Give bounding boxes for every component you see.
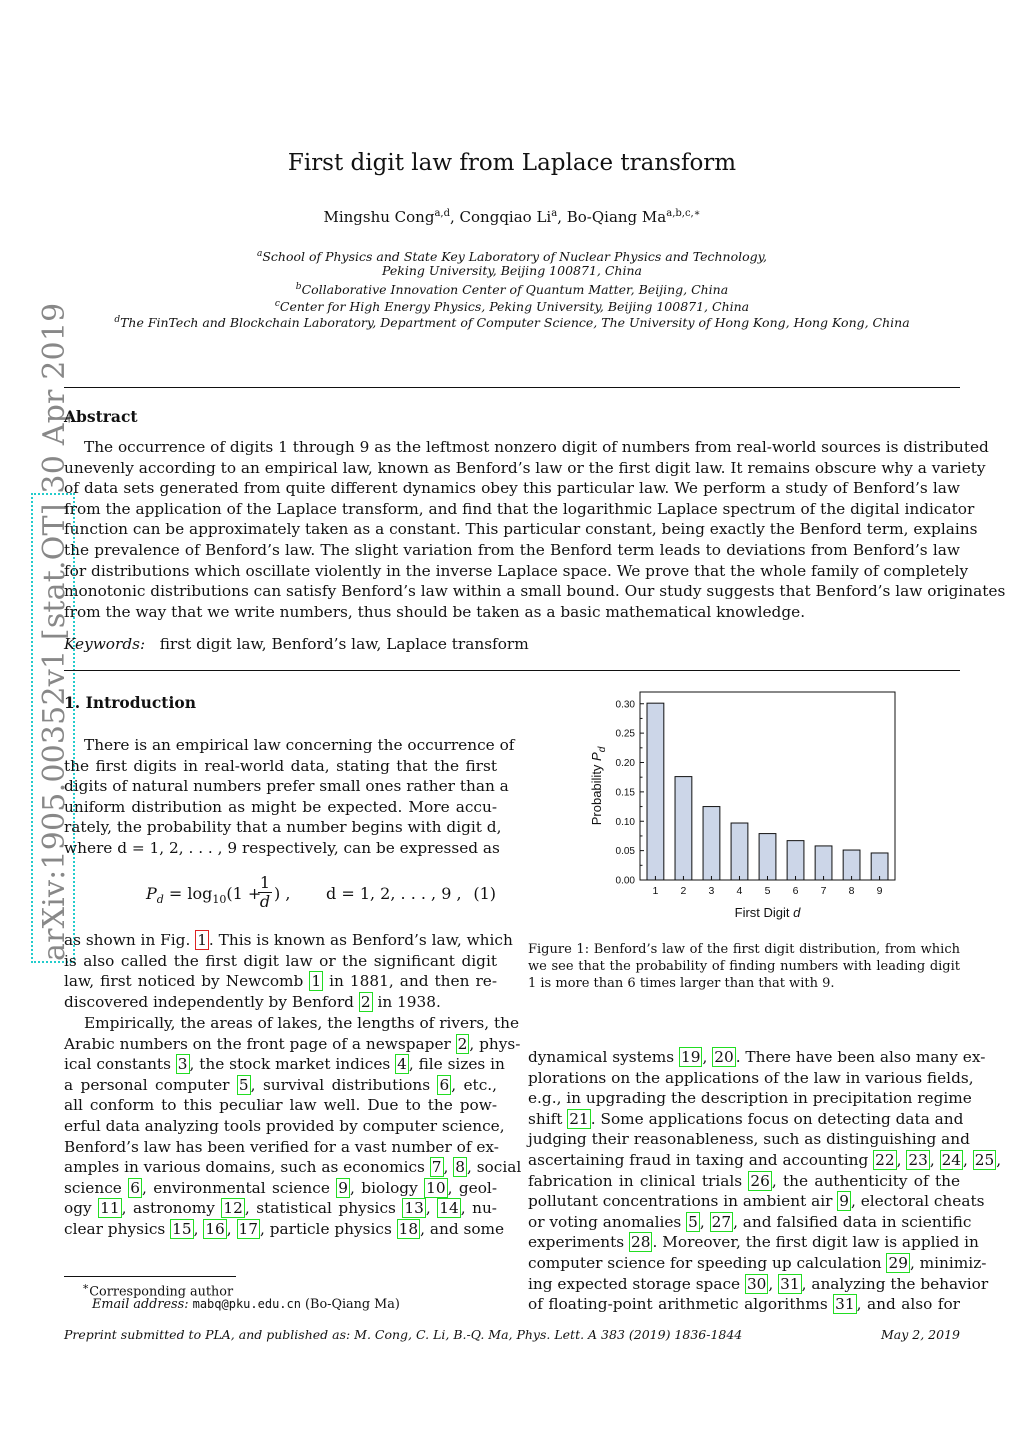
abstract-body (64, 437, 1006, 622)
text-run: , and also for (856, 1295, 960, 1314)
citation-link[interactable]: 15 (172, 1219, 192, 1238)
eq-close: ) , (274, 884, 291, 903)
y-tick-label: 0.10 (615, 816, 635, 828)
citation-link[interactable]: 29 (888, 1253, 908, 1272)
bar (675, 777, 692, 880)
text-run: dynamical systems (528, 1048, 680, 1066)
text-line (64, 1034, 521, 1055)
y-tick-label: 0.25 (615, 728, 635, 740)
text-line (528, 1294, 960, 1315)
text-line (64, 1095, 497, 1116)
text-run: . This is known as Benford’s law, which (208, 931, 513, 949)
text-run: judging their reasonableness, such as distinguishing and (528, 1130, 970, 1149)
text-line: uniform distribution as might be expected. More accu- (64, 797, 497, 816)
text-run: Arabic numbers on the front page of a newspaper (64, 1034, 456, 1053)
y-axis-label-sub: d (597, 746, 608, 753)
author-affil-mark: a,b,c,∗ (666, 208, 701, 219)
text-line (528, 1109, 964, 1130)
figure-ref-link[interactable]: 1 (197, 931, 207, 949)
affiliation-text: Center for High Energy Physics, Peking University, Beijing 100871, China (279, 298, 750, 314)
text-line (528, 1047, 986, 1068)
text-line: from the way that we write numbers, thus should be taken as a basic mathematical knowledge. (64, 602, 806, 621)
text-run: , (929, 1150, 940, 1169)
citation-link[interactable]: 14 (439, 1199, 459, 1218)
text-run: discovered independently by Benford (64, 992, 359, 1011)
text-run: , (702, 1048, 713, 1066)
right-column-text (528, 1047, 1002, 1315)
text-line: There is an empirical law concerning the occurrence of (84, 736, 515, 754)
divider-top (64, 387, 960, 388)
y-axis-label-text: Probability (589, 760, 604, 826)
x-axis-label-var: d (793, 905, 801, 920)
citation-link[interactable]: 3 (177, 1055, 188, 1074)
footnote-mark: ∗ (82, 1280, 90, 1293)
text-run: , minimiz- (909, 1253, 987, 1272)
text-run: , survival distributions (250, 1075, 438, 1094)
text-run: computer science for speeding up calculation (528, 1253, 887, 1272)
citation-link[interactable]: 30 (746, 1274, 767, 1293)
text-run: , (963, 1150, 973, 1169)
text-run: Empirically, the areas of lakes, the lengths of rivers, the (84, 1014, 520, 1032)
text-run: ogy (64, 1199, 99, 1218)
citation-link[interactable]: 24 (941, 1150, 962, 1169)
citation-link[interactable]: 26 (750, 1171, 770, 1190)
x-tick-label: 5 (764, 885, 771, 897)
text-run: , electoral cheats (851, 1192, 985, 1211)
bar (647, 703, 664, 880)
text-line: of data sets generated from quite different dynamics obey this particular law. We perform a study of Benford’s law (64, 479, 960, 498)
affiliation-line (60, 263, 964, 280)
text-line: The occurrence of digits 1 through 9 as the leftmost nonzero digit of numbers from real-world sources is distributed (84, 438, 989, 456)
affiliation-text: School of Physics and State Key Laboratory of Nuclear Physics and Technology, (262, 249, 768, 265)
text-run: law, first noticed by Newcomb (64, 972, 310, 991)
intro-heading: 1. Introduction (64, 693, 196, 712)
x-tick-label: 4 (736, 885, 743, 897)
citation-link[interactable]: 31 (780, 1274, 800, 1293)
eq-log: = log (163, 884, 213, 903)
affiliation-text: Collaborative Innovation Center of Quantum Matter, Beijing, China (301, 282, 729, 298)
bar (731, 823, 748, 880)
eq-denominator: d (259, 892, 271, 911)
citation-link[interactable]: 9 (338, 1178, 349, 1197)
citation-link[interactable]: 7 (431, 1158, 442, 1177)
y-tick-label: 0.30 (615, 699, 635, 711)
eq-range: d = 1, 2, . . . , 9 , (326, 884, 462, 903)
text-run: , phys- (469, 1034, 521, 1053)
citation-link[interactable]: 9 (839, 1192, 850, 1211)
text-run: in 1938. (372, 992, 441, 1011)
text-line: digits of natural numbers prefer small ones rather than a (64, 777, 509, 796)
text-run: erful data analyzing tools provided by computer science, (64, 1116, 505, 1135)
text-line (64, 1198, 497, 1219)
text-run: . Moreover, the first digit law is applied in (652, 1233, 979, 1252)
y-axis-label (589, 746, 608, 825)
text-line (528, 1068, 974, 1089)
text-line (528, 1088, 972, 1109)
y-tick-label: 0.15 (615, 787, 635, 799)
text-line (64, 1116, 505, 1137)
citation-link[interactable]: 12 (223, 1199, 243, 1218)
text-run: ascertaining fraud in taxing and accounting (528, 1150, 874, 1169)
citation-link[interactable]: 5 (688, 1212, 698, 1231)
author-affil-mark: a (551, 208, 558, 219)
text-run: , (226, 1219, 237, 1238)
x-tick-label: 6 (792, 885, 799, 897)
text-line (528, 1129, 970, 1150)
text-run: amples in various domains, such as economics (64, 1158, 430, 1177)
email-label: Email address: (92, 1297, 189, 1312)
figure-1-chart (585, 686, 905, 926)
x-axis-label-text: First Digit (734, 905, 794, 920)
text-line (528, 1171, 960, 1192)
affiliation-text: The FinTech and Blockchain Laboratory, Department of Computer Science, The University of Hong Kong, Hong Kong, China (120, 315, 910, 331)
text-run: , geol- (447, 1178, 497, 1197)
footer-date: May 2, 2019 (881, 1327, 960, 1342)
footnote-text: Corresponding author (89, 1284, 234, 1300)
text-run: as shown in Fig. (64, 931, 196, 949)
footer-preprint: Preprint submitted to PLA, and published as: M. Cong, C. Li, B.-Q. Ma, Phys. Lett. A 383 (2019) 1836-1844 (64, 1327, 743, 1342)
text-run: , (996, 1150, 1002, 1169)
x-tick-label: 1 (652, 885, 659, 897)
text-run: , biology (350, 1178, 425, 1197)
bar (787, 841, 804, 880)
bar (759, 834, 776, 880)
text-run: , (699, 1212, 710, 1231)
text-line: unevenly according to an empirical law, known as Benford’s law or the first digit law. It remains obscure why a variety (64, 458, 986, 477)
text-run: , particle physics (260, 1219, 397, 1238)
paper-title: First digit law from Laplace transform (287, 150, 737, 176)
text-run: clear physics (64, 1219, 171, 1238)
text-run: , and falsified data in scientific (733, 1212, 972, 1231)
eq-open: (1 + (226, 884, 262, 903)
y-tick-label: 0.05 (615, 846, 635, 858)
arxiv-stamp: arXiv:1905.00352v1 [stat.OT] 30 Apr 2019 (31, 493, 75, 963)
text-line (528, 1274, 989, 1295)
bar (703, 807, 720, 880)
text-line (528, 1191, 985, 1212)
text-line: rately, the probability that a number begins with digit d, (64, 818, 502, 837)
email-owner: (Bo-Qiang Ma) (305, 1297, 400, 1312)
text-run: , file sizes in (408, 1055, 505, 1074)
keywords-label: Keywords: (64, 635, 146, 653)
text-line (64, 1075, 497, 1096)
text-run: , environmental science (141, 1178, 337, 1197)
bar (871, 853, 888, 880)
author-separator: , (557, 208, 567, 226)
text-run: ical constants (64, 1055, 176, 1074)
bar (815, 846, 832, 880)
y-axis-label-var: P (589, 752, 604, 761)
citation-link[interactable]: 21 (569, 1109, 589, 1128)
y-tick-label: 0.00 (615, 875, 635, 887)
text-run: , astronomy (121, 1199, 222, 1218)
citation-link[interactable]: 5 (238, 1075, 249, 1094)
text-line: the first digits in real-world data, stating that the first (64, 756, 497, 775)
text-run: shift (528, 1109, 568, 1128)
text-run: e.g., in upgrading the description in precipitation regime (528, 1089, 972, 1108)
x-axis-label (735, 905, 802, 920)
citation-link[interactable]: 16 (205, 1219, 225, 1238)
x-tick-label: 8 (848, 885, 855, 897)
x-tick-label: 2 (680, 885, 687, 897)
text-line (64, 1219, 505, 1240)
x-tick-label: 3 (708, 885, 715, 897)
keywords (64, 634, 960, 655)
text-line: from the application of the Laplace transform, and find that the logarithmic Laplace spectrum of the digital indicator (64, 499, 975, 518)
citation-link[interactable]: 2 (360, 992, 371, 1011)
text-run: Benford’s law has been verified for a vast number of ex- (64, 1137, 499, 1156)
text-run: , (443, 1158, 454, 1177)
citation-link[interactable]: 25 (974, 1150, 995, 1169)
citation-link[interactable]: 27 (711, 1212, 732, 1231)
citation-link[interactable]: 13 (404, 1199, 424, 1218)
footnote-email (92, 1297, 400, 1312)
eq-number: (1) (473, 884, 496, 903)
x-tick-label: 9 (876, 885, 883, 897)
text-run: all conform to this peculiar law well. Due to the pow- (64, 1096, 497, 1115)
text-run: science (64, 1178, 129, 1197)
affiliation-mark: c (274, 298, 280, 309)
text-run: , nu- (460, 1199, 497, 1218)
text-line (528, 1253, 987, 1274)
affiliation-mark: a (256, 249, 263, 259)
abstract-heading: Abstract (64, 407, 138, 426)
text-line (528, 1150, 1002, 1171)
affiliation-text: Peking University, Beijing 100871, China (382, 262, 642, 278)
x-tick-label: 7 (820, 885, 827, 897)
citation-link[interactable]: 10 (426, 1178, 446, 1197)
text-line (528, 1212, 972, 1233)
text-run: , (896, 1150, 907, 1169)
bar (843, 850, 860, 880)
citation-link[interactable]: 28 (631, 1233, 651, 1252)
email-link[interactable]: mabq@pku.edu.cn (192, 1297, 301, 1311)
text-run: . There have been also many ex- (735, 1048, 986, 1066)
citation-link[interactable]: 31 (835, 1295, 855, 1314)
affiliation-mark: b (295, 282, 302, 292)
text-run: , (425, 1199, 438, 1218)
text-run: plorations on the applications of the law in various fields, (528, 1068, 974, 1087)
citation-link[interactable]: 17 (238, 1219, 258, 1238)
text-run: , and some (420, 1219, 505, 1238)
text-run: , etc., (451, 1075, 497, 1094)
text-line (64, 1013, 520, 1034)
text-line: where d = 1, 2, . . . , 9 respectively, can be expressed as (64, 838, 500, 857)
author-name: Bo-Qiang Ma (566, 208, 667, 226)
equation-1 (146, 874, 496, 918)
author-separator: , (450, 208, 460, 226)
citation-link[interactable]: 20 (714, 1048, 734, 1066)
text-line (64, 1178, 497, 1199)
text-line: monotonic distributions can satisfy Benford’s law within a small bound. Our study suggests that Benford’s law originates (64, 582, 1006, 601)
citation-link[interactable]: 8 (455, 1158, 465, 1177)
text-line: for distributions which oscillate violently in the inverse Laplace space. We prove that the whole family of completely (64, 561, 969, 580)
text-line (528, 1232, 979, 1253)
text-run: , (768, 1274, 779, 1293)
intro-paragraph-3 (64, 1013, 522, 1240)
author-name: Congqiao Li (459, 208, 552, 226)
citation-link[interactable]: 2 (457, 1034, 468, 1053)
author-affil-mark: a,d (434, 208, 450, 219)
text-run: in 1881, and then re- (323, 972, 497, 991)
author-name: Mingshu Cong (323, 208, 435, 226)
text-run: a personal computer (64, 1075, 237, 1094)
footnote-rule (64, 1276, 236, 1277)
citation-link[interactable]: 4 (397, 1055, 407, 1074)
figure-caption: Figure 1: Benford’s law of the first digit distribution, from which we see that the probability of finding numbers with leading digit 1 is more than 6 times larger than that with 9. (528, 942, 960, 991)
citation-link[interactable]: 6 (130, 1178, 140, 1197)
text-run: experiments (528, 1233, 629, 1252)
text-line: is also called the first digit law or the significant digit (64, 951, 497, 970)
divider-bottom (64, 670, 960, 671)
text-run: , analyzing the behavior (801, 1274, 989, 1293)
citation-link[interactable]: 19 (681, 1048, 701, 1066)
affiliation-mark: d (114, 315, 121, 325)
citation-link[interactable]: 22 (875, 1150, 895, 1169)
text-run: , statistical physics (244, 1199, 403, 1218)
text-line (64, 1137, 497, 1158)
text-run: or voting anomalies (528, 1212, 687, 1231)
text-line: the prevalence of Benford’s law. The slight variation from the Benford term leads to deviations from Benford’s law (64, 540, 960, 559)
text-run: , (193, 1219, 204, 1238)
eq-lhs-sub: d (156, 893, 164, 907)
text-run: , social (466, 1158, 522, 1177)
citation-link[interactable]: 11 (100, 1199, 120, 1218)
author-list (0, 208, 1024, 226)
eq-log-base: 10 (212, 893, 227, 907)
text-run: . Some applications focus on detecting data and (590, 1109, 964, 1128)
keywords-text: first digit law, Benford’s law, Laplace transform (159, 635, 529, 653)
eq-lhs: P (146, 884, 157, 903)
text-run: , the stock market indices (189, 1055, 396, 1074)
text-run: of floating-point arithmetic algorithms (528, 1295, 834, 1314)
intro-paragraph-1 (64, 735, 515, 859)
citation-link[interactable]: 1 (311, 972, 322, 991)
eq-numerator: 1 (259, 873, 271, 892)
citation-link[interactable]: 18 (398, 1219, 419, 1238)
citation-link[interactable]: 23 (908, 1150, 928, 1169)
text-line: function can be approximately taken as a constant. This particular constant, being exactly the Benford term, explains (64, 520, 978, 539)
affiliation-line (60, 312, 964, 332)
text-run: , the authenticity of the (771, 1171, 961, 1190)
text-line (64, 1054, 505, 1075)
text-run: fabrication in clinical trials (528, 1171, 749, 1190)
text-line (64, 1157, 522, 1178)
text-run: pollutant concentrations in ambient air (528, 1192, 838, 1211)
intro-paragraph-2 (64, 930, 513, 1012)
text-run: ing expected storage space (528, 1274, 745, 1293)
citation-link[interactable]: 6 (439, 1075, 450, 1094)
y-tick-label: 0.20 (615, 758, 635, 769)
